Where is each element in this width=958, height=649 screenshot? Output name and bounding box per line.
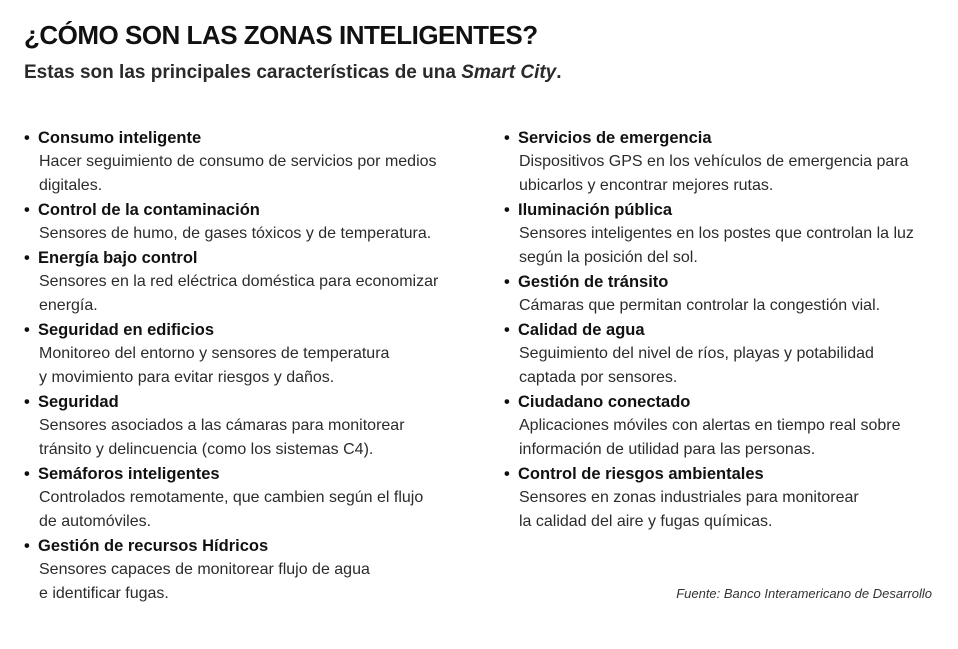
item-description: Cámaras que permitan controlar la congestión vial. [519, 297, 881, 314]
item-title-text: Energía bajo control [38, 249, 198, 267]
item-title [24, 198, 484, 222]
list-item [504, 126, 944, 198]
list-item [504, 390, 944, 462]
list-item [24, 462, 484, 534]
bullet-icon: • [24, 465, 30, 483]
subtitle-emphasis: Smart City [461, 62, 557, 83]
item-description: Aplicaciones móviles con alertas en tiempo real sobre información de utilidad para las personas. [519, 417, 901, 458]
page-title: ¿CÓMO SON LAS ZONAS INTELIGENTES? [24, 20, 538, 50]
bullet-icon: • [24, 129, 30, 147]
item-title-text: Gestión de recursos Hídricos [38, 537, 269, 555]
item-title [24, 534, 484, 558]
bullet-icon: • [24, 201, 30, 219]
bullet-icon: • [504, 201, 510, 219]
item-title [504, 462, 944, 486]
bullet-icon: • [504, 129, 510, 147]
bullet-icon: • [24, 393, 30, 411]
item-description: Sensores de humo, de gases tóxicos y de temperatura. [39, 225, 432, 242]
item-title [504, 270, 944, 294]
bullet-icon: • [504, 273, 510, 291]
list-item [24, 318, 484, 390]
subtitle-suffix: . [556, 62, 562, 83]
item-description: Hacer seguimiento de consumo de servicios por medios digitales. [39, 153, 437, 194]
item-description: Seguimiento del nivel de ríos, playas y potabilidad captada por sensores. [519, 345, 874, 386]
item-description: Sensores en zonas industriales para monitorear la calidad del aire y fugas químicas. [519, 489, 859, 530]
item-title [24, 462, 484, 486]
bullet-icon: • [504, 321, 510, 339]
bullet-icon: • [24, 537, 30, 555]
item-description: Dispositivos GPS en los vehículos de emergencia para ubicarlos y encontrar mejores rutas. [519, 153, 909, 194]
item-title-text: Servicios de emergencia [518, 129, 712, 147]
list-item [24, 126, 484, 198]
left-column [24, 126, 484, 606]
item-title [504, 126, 944, 150]
item-title-text: Seguridad en edificios [38, 321, 215, 339]
item-title [24, 126, 484, 150]
item-description: Monitoreo del entorno y sensores de temperatura y movimiento para evitar riesgos y daños. [39, 345, 390, 386]
right-column [504, 126, 944, 534]
item-title-text: Ciudadano conectado [518, 393, 691, 411]
page-subtitle [24, 62, 562, 84]
bullet-icon: • [504, 393, 510, 411]
list-item [504, 198, 944, 270]
item-description: Sensores asociados a las cámaras para monitorear tránsito y delincuencia (como los sistemas C4). [39, 417, 405, 458]
item-title [24, 318, 484, 342]
list-item [504, 318, 944, 390]
item-description: Sensores en la red eléctrica doméstica para economizar energía. [39, 273, 439, 314]
bullet-icon: • [24, 249, 30, 267]
list-item [504, 462, 944, 534]
item-description: Sensores capaces de monitorear flujo de agua e identificar fugas. [39, 561, 370, 602]
item-title-text: Control de la contaminación [38, 201, 260, 219]
list-item [24, 534, 484, 606]
list-item [24, 198, 484, 246]
bullet-icon: • [504, 465, 510, 483]
item-title-text: Calidad de agua [518, 321, 645, 339]
subtitle-prefix: Estas son las principales características de una [24, 62, 462, 83]
list-item [504, 270, 944, 318]
item-description: Controlados remotamente, que cambien según el flujo de automóviles. [39, 489, 424, 530]
item-title-text: Control de riesgos ambientales [518, 465, 764, 483]
item-title-text: Iluminación pública [518, 201, 673, 219]
item-title [504, 390, 944, 414]
list-item [24, 390, 484, 462]
item-description: Sensores inteligentes en los postes que controlan la luz según la posición del sol. [519, 225, 914, 266]
item-title-text: Semáforos inteligentes [38, 465, 220, 483]
source-note: Fuente: Banco Interamericano de Desarrollo [676, 586, 932, 601]
item-title [24, 246, 484, 270]
item-title [24, 390, 484, 414]
list-item [24, 246, 484, 318]
item-title-text: Seguridad [38, 393, 119, 411]
bullet-icon: • [24, 321, 30, 339]
item-title-text: Consumo inteligente [38, 129, 202, 147]
item-title [504, 318, 944, 342]
item-title [504, 198, 944, 222]
item-title-text: Gestión de tránsito [518, 273, 669, 291]
